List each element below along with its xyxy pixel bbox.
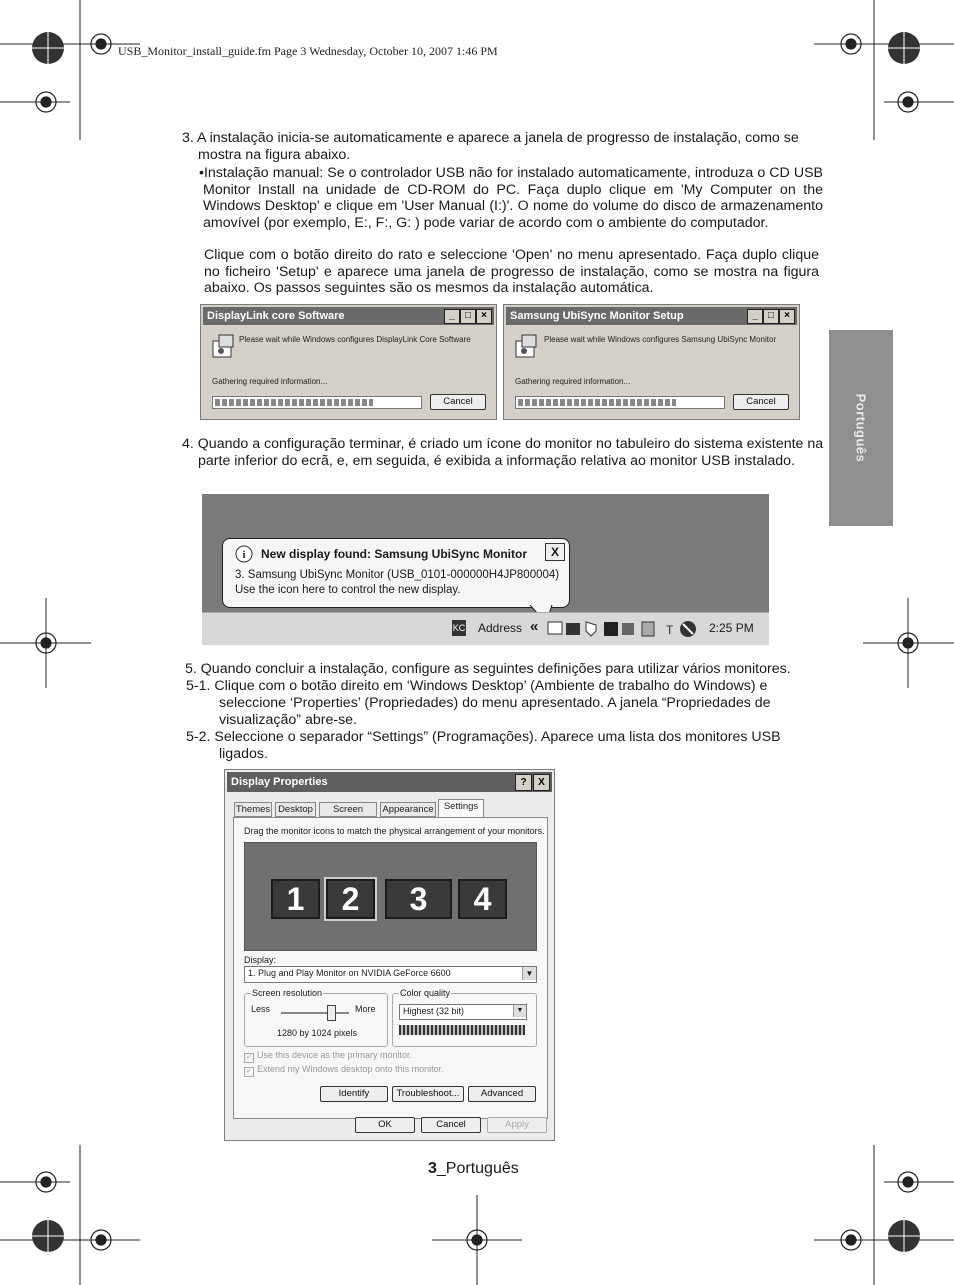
display-select-value: 1. Plug and Play Monitor on NVIDIA GeForce 6600 [248, 968, 451, 978]
help-icon[interactable]: ? [515, 774, 532, 791]
dialog-message: Please wait while Windows configures Samsung UbiSync Monitor [544, 335, 777, 344]
resolution-value: 1280 by 1024 pixels [277, 1028, 358, 1038]
display-label: Display: [244, 955, 277, 965]
chevron-down-icon[interactable]: ▼ [513, 1005, 526, 1017]
tab-screen-saver[interactable]: Screen [319, 802, 377, 817]
step-5-1-text-cont2: visualização” abre-se. [219, 712, 357, 728]
monitor-1[interactable]: 1 [271, 879, 320, 919]
step-4-text: 4. Quando a configuração terminar, é criado um ícone do monitor no tabuleiro do sistema existente na parte inferior do ecrã, e, em seguida, é exibida a informação relativa ao monitor USB instalado. [182, 436, 824, 469]
file-header: USB_Monitor_install_guide.fm Page 3 Wednesday, October 10, 2007 1:46 PM [118, 44, 498, 58]
monitor-3[interactable]: 3 [385, 879, 452, 919]
balloon-title: New display found: Samsung UbiSync Monitor [261, 547, 528, 561]
dialog-titlebar [506, 307, 797, 325]
primary-check-label: Use this device as the primary monitor. [257, 1050, 413, 1060]
troubleshoot-button[interactable]: Troubleshoot... [392, 1086, 464, 1102]
balloon-line-2: Use the icon here to control the new display. [235, 584, 461, 596]
balloon-close-button[interactable]: X [545, 543, 565, 561]
page-label: _Português [436, 1160, 519, 1177]
progress-fill [518, 399, 676, 406]
color-quality-group [392, 988, 537, 1047]
screen-resolution-group [244, 988, 388, 1047]
minimize-icon[interactable]: _ [444, 309, 460, 324]
tab-settings[interactable]: Settings [438, 799, 484, 818]
monitor-arrangement-area [244, 842, 537, 951]
address-label[interactable]: Address [478, 621, 523, 635]
dialog-title: DisplayLink core Software [207, 310, 345, 322]
tab-themes[interactable]: Themes [235, 804, 271, 815]
close-icon[interactable]: X [533, 774, 550, 791]
resolution-group-label: Screen resolution [252, 988, 323, 998]
page-number: 3 [428, 1160, 437, 1177]
step-5-1-text: 5-1. Clique com o botão direito em ‘Windows Desktop’ (Ambiente de trabalho do Windows) e [186, 678, 768, 694]
step-5-2-text: 5-2. Seleccione o separador “Settings” (Programações). Aparece uma lista dos monitores USB [186, 729, 781, 745]
dialog-title: Samsung UbiSync Monitor Setup [510, 310, 684, 322]
step-5-2-text-cont: ligados. [219, 746, 268, 762]
resolution-slider-thumb[interactable] [327, 1005, 336, 1021]
progress-bar [515, 396, 725, 409]
cancel-button[interactable]: Cancel [430, 394, 486, 410]
resolution-slider-track [281, 1012, 349, 1014]
display-select[interactable] [244, 966, 537, 983]
window-title: Display Properties [231, 776, 328, 788]
color-quality-value: Highest (32 bit) [403, 1006, 465, 1016]
installer-icon [514, 333, 540, 359]
step-5-1-text-cont: seleccione ‘Properties’ (Propriedades) do menu apresentado. A janela “Propriedades de [219, 695, 771, 711]
monitor-2[interactable]: 2 [326, 879, 375, 919]
close-icon[interactable]: × [476, 309, 492, 324]
minimize-icon[interactable]: _ [747, 309, 763, 324]
extend-check-label: Extend my Windows desktop onto this monitor. [257, 1064, 444, 1074]
arrangement-instruction: Drag the monitor icons to match the physical arrangement of your monitors. [244, 826, 545, 836]
progress-fill [215, 399, 373, 406]
svg-text:i: i [242, 549, 246, 561]
apply-button[interactable]: Apply [487, 1117, 547, 1133]
tab-appearance[interactable]: Appearance [380, 802, 436, 817]
progress-bar [212, 396, 422, 409]
window-titlebar [227, 772, 552, 792]
taskbar [202, 612, 769, 645]
system-tray-icons [546, 620, 700, 638]
tray-expand-chevron[interactable]: « [530, 618, 539, 635]
dialog-titlebar [203, 307, 494, 325]
step-5-text: 5. Quando concluir a instalação, configure as seguintes definições para utilizar vários monitores. [185, 661, 791, 677]
step-3-text: 3. A instalação inicia-se automaticamente e aparece a janela de progresso de instalação, como se mostra na figura abaixo. [182, 130, 799, 163]
info-icon [235, 545, 253, 563]
tray-clock[interactable]: 2:25 PM [709, 621, 754, 635]
tab-desktop[interactable]: Desktop [275, 802, 316, 817]
chevron-down-icon[interactable]: ▼ [522, 967, 536, 980]
display-properties-window [224, 769, 555, 1141]
checkbox-icon[interactable]: ✓ [244, 1067, 254, 1077]
dialog-status: Gathering required information... [212, 377, 328, 386]
identify-button[interactable]: Identify [320, 1086, 388, 1102]
primary-monitor-checkbox[interactable] [244, 1050, 412, 1063]
ubisync-progress-dialog [503, 304, 800, 420]
tab-panel [233, 817, 548, 1119]
color-quality-select[interactable] [399, 1004, 527, 1020]
close-icon[interactable]: × [779, 309, 795, 324]
notification-balloon [222, 538, 570, 608]
color-group-label: Color quality [400, 988, 451, 998]
advanced-button[interactable]: Advanced [468, 1086, 536, 1102]
kc-icon[interactable]: KC [452, 620, 466, 636]
tray-notification-screenshot [202, 494, 769, 644]
step-3-bullet: •Instalação manual: Se o controlador USB não for instalado automaticamente, introduza o CD USB Monitor Install na unidade de CD-ROM do PC. Faça duplo clique em 'My Computer on the Windows Desktop' e clique em 'User Manual (I:)'. O nome do volume do disco de armazenamento amovível (por exemplo, E:, F:, G: ) pode variar de acordo com o ambiente do computador. [199, 165, 823, 231]
maximize-icon[interactable]: □ [460, 309, 476, 324]
cancel-button[interactable]: Cancel [421, 1117, 481, 1133]
monitor-4[interactable]: 4 [458, 879, 507, 919]
color-spectrum-bar [399, 1025, 525, 1035]
step-3-bullet-continued: Clique com o botão direito do rato e seleccione 'Open' no menu apresentado. Faça duplo clique no ficheiro 'Setup' e aparece uma janela de progresso de instalação, como se mostra na figura abaixo. Os passos seguintes são os mesmos da instalação automática. [204, 247, 819, 297]
dialog-message: Please wait while Windows configures DisplayLink Core Software [239, 335, 471, 344]
installer-icon [211, 333, 237, 359]
page-footer [428, 1160, 519, 1178]
displaylink-progress-dialog [200, 304, 497, 420]
maximize-icon[interactable]: □ [763, 309, 779, 324]
cancel-button[interactable]: Cancel [733, 394, 789, 410]
more-label: More [355, 1004, 376, 1014]
ok-button[interactable]: OK [355, 1117, 415, 1133]
extend-desktop-checkbox[interactable] [244, 1064, 444, 1077]
checkbox-icon[interactable]: ✓ [244, 1053, 254, 1063]
side-tab-label: Português [853, 393, 869, 463]
less-label: Less [251, 1004, 271, 1014]
language-side-tab [829, 330, 893, 526]
tray-icons[interactable] [546, 620, 700, 638]
dialog-status: Gathering required information... [515, 377, 631, 386]
balloon-line-1: 3. Samsung UbiSync Monitor (USB_0101-000000H4JP800004) [235, 569, 560, 581]
svg-text:T: T [666, 623, 674, 637]
